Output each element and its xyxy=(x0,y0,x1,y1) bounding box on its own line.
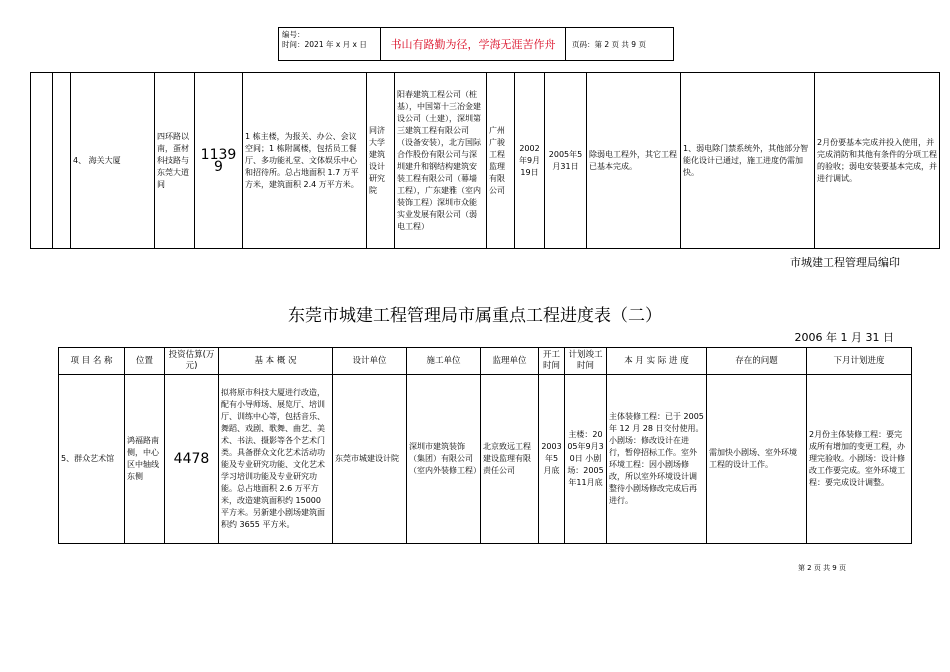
project-progress: 除弱电工程外，其它工程已基本完成。 xyxy=(587,73,681,249)
project-location: 四环路以南，蛋材科技路与东莞大道间 xyxy=(155,73,195,249)
header-issues: 存在的问题 xyxy=(707,348,807,375)
project-builder: 阳春建筑工程公司（桩基），中国第十三冶金建设公司（土建），深圳第三建筑工程有限公司（设备安装），北方国际合作股份有限公司与深圳建升和钢结构建筑安装工程有限公司（幕墙工程），广东建雅（室内装饰工程）深圳市众能实业发展有限公司（弱电工程） xyxy=(395,73,487,249)
project-planned-finish: 2005年5月31日 xyxy=(545,73,587,249)
page-title: 东莞市城建工程管理局市属重点工程进度表（二） xyxy=(288,306,662,326)
header-page-label: 页码：第 2 页 共 9 页 xyxy=(572,39,646,49)
project-next-plan: 2月份要基本完成并投入使用，并完成消防和其他有条件的分项工程的验收；弱电安装要基本完成，并进行调试。 xyxy=(815,73,940,249)
header-start: 开工时间 xyxy=(539,348,565,375)
project-overview: 1 栋主楼，为报关、办公、会议空间；1 栋附属楼，包括员工餐厅、多功能礼堂、文体娱乐中心和招待所。总占地面积 1.7 万平方米，建筑面积 2.4 万平方米。 xyxy=(243,73,367,249)
page-header-box xyxy=(278,27,674,61)
project-overview: 拟将原市科技大厦进行改造，配有小导师场、展览厅、培训厅、训练中心等，包括音乐、舞蹈、戏剧、歌舞、曲艺、美术、书法、摄影等各个艺术门类。具备群众文化艺术活动功能及专业研究功能、文化艺术学习培训功能及专业研究功能。总占地面积 2.6 万平方米，改造建筑面积约 15000 平方米。另新建小剧场建筑面积约 3655 平方米。 xyxy=(219,375,333,544)
table-row xyxy=(59,375,912,544)
header-time-label: 时间：2021 年 x 月 x 日 xyxy=(282,40,367,49)
project-supervisor: 北京致远工程建设监理有限责任公司 xyxy=(481,375,539,544)
header-next-plan: 下月计划进度 xyxy=(807,348,912,375)
project-supervisor: 广州广骏工程监理有限公司 xyxy=(487,73,515,249)
header-builder: 施工单位 xyxy=(407,348,481,375)
progress-table-part1 xyxy=(30,72,940,249)
header-investment: 投资估算(万元) xyxy=(165,348,219,375)
project-issues: 1、弱电除门禁系统外，其他部分智能化设计已通过，施工进度仍需加快。 xyxy=(681,73,815,249)
progress-table-part2 xyxy=(58,347,912,544)
header-overview: 基 本 概 况 xyxy=(219,348,333,375)
header-meta xyxy=(279,28,381,60)
page-footer: 第 2 页 共 9 页 xyxy=(797,564,846,572)
project-builder: 深圳市建筑装饰（集团）有限公司（室内外装修工程） xyxy=(407,375,481,544)
header-number-label: 编号： xyxy=(282,30,305,39)
header-motto: 书山有路勤为径，学海无涯苦作舟 xyxy=(381,28,566,60)
table-header-row xyxy=(59,348,912,375)
project-next-plan: 2月份主体装修工程：要完成所有增加的变更工程，办理完验收。小剧场：设计修改工作要完成。室外环境工程：要完成设计调整。 xyxy=(807,375,912,544)
project-start: 2003年5月底 xyxy=(539,375,565,544)
project-name: 4、 海关大厦 xyxy=(71,73,155,249)
header-name: 项 目 名 称 xyxy=(59,348,125,375)
project-start: 2002年9月19日 xyxy=(515,73,545,249)
project-investment: 4478 xyxy=(165,375,219,544)
project-planned-finish: 主楼：2005年9月30日 小剧场：2005年11月底 xyxy=(565,375,607,544)
header-location: 位置 xyxy=(125,348,165,375)
header-designer: 设计单位 xyxy=(333,348,407,375)
editor-note: 市城建工程管理局编印 xyxy=(790,256,900,269)
project-designer: 同济大学建筑设计研究院 xyxy=(367,73,395,249)
project-investment: 11399 xyxy=(195,73,243,249)
project-progress: 主体装修工程：已于 2005 年 12 月 28 日交付使用。小剧场：修改设计在进行，暂停招标工作。室外环境工程：因小剧场修改，所以室外环境设计调整待小剧场修改完成后再进行。 xyxy=(607,375,707,544)
project-issues: 需加快小剧场、室外环境工程的设计工作。 xyxy=(707,375,807,544)
project-location: 鸿福路南侧，中心区中轴线东侧 xyxy=(125,375,165,544)
report-date: 2006 年 1 月 31 日 xyxy=(794,331,894,344)
header-planned-finish: 计划竣工时间 xyxy=(565,348,607,375)
project-designer: 东莞市城建设计院 xyxy=(333,375,407,544)
header-progress: 本 月 实 际 进 度 xyxy=(607,348,707,375)
header-supervisor: 监理单位 xyxy=(481,348,539,375)
table-row xyxy=(31,73,940,249)
project-name: 5、群众艺术馆 xyxy=(59,375,125,544)
